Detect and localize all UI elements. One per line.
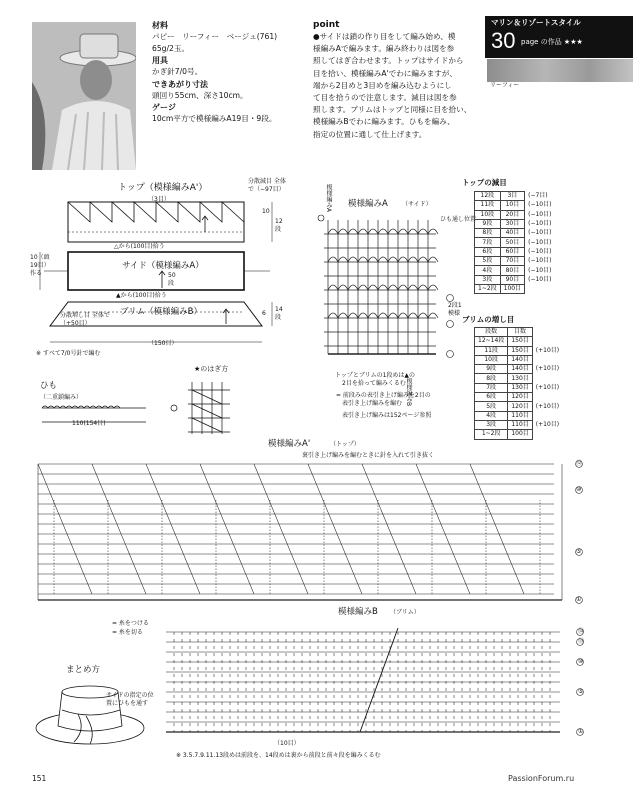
top-height-rows: 12 段 — [275, 218, 283, 233]
brim-increase-table — [474, 327, 563, 440]
pattern-b-title: 模様編みB — [338, 607, 378, 617]
table-cell: 3段 — [475, 420, 508, 429]
page-suffix: page の作品 ★★★ — [521, 38, 583, 46]
table-cell: 11段 — [475, 346, 508, 355]
pattern-b-chart — [160, 622, 600, 752]
pattern-a-note-1: トップとブリムの1段めは▲の — [335, 372, 416, 379]
table-note-cell: (−10目) — [528, 229, 552, 237]
table-note-cell: (+10目) — [535, 402, 560, 410]
table-note-cell — [532, 430, 562, 439]
pattern-a2-sub: （トップ） — [330, 441, 360, 448]
table-row — [475, 402, 563, 411]
point-line: 照してはぎ合わせます。トップはサイドから — [313, 56, 464, 66]
series-title: マリン＆リゾートスタイル — [491, 18, 581, 27]
top-table-title: トップの減目 — [462, 178, 507, 187]
table-cell: 5段 — [475, 257, 501, 266]
style-tag — [485, 16, 633, 58]
point-heading: point — [313, 20, 340, 30]
top-rows: （3目） — [148, 196, 170, 203]
material-name: パピー リーフィー ベージュ(761) — [152, 32, 278, 41]
b-row-5: ⑤ — [578, 688, 584, 695]
size-heading: できあがり寸法 — [152, 79, 208, 89]
a2-row-12: ⑫ — [576, 460, 583, 467]
a2-row-5: ⑤ — [576, 548, 582, 555]
cord-length: 110(154目) — [72, 420, 106, 427]
table-cell: 150目 — [508, 346, 532, 355]
table-row — [475, 355, 563, 364]
table-row — [475, 275, 555, 284]
pattern-b-legend-1: = 糸をつける — [112, 620, 149, 627]
pick-up-top: △から(100目)拾う — [114, 243, 165, 250]
top-decrease-table — [474, 191, 555, 294]
point-line: 様編みAで編みます。編み終わりは図を参 — [313, 44, 455, 54]
table-row — [475, 210, 555, 219]
table-row — [475, 284, 555, 293]
b-row-1: ① — [578, 728, 584, 735]
b-row-10: ⑩ — [578, 658, 584, 665]
table-cell: 90目 — [500, 275, 524, 284]
point-line: 目を拾い、模様編みA'でわに編みますが、 — [313, 68, 457, 78]
table-cell: 6段 — [475, 393, 508, 402]
table-cell: 12段 — [475, 192, 501, 201]
table-header-cell: 段数 — [475, 328, 508, 337]
ribbon-position: ひも通し位置 — [440, 216, 477, 223]
b-row-13: ⑬ — [578, 638, 585, 645]
table-cell: 70目 — [500, 257, 524, 266]
table-cell: 7段 — [475, 238, 501, 247]
table-row — [475, 337, 563, 346]
point-line: 端から2目めと3目めを編み込むようにし — [313, 80, 452, 90]
table-note-cell — [532, 337, 562, 346]
table-cell: 150目 — [508, 337, 532, 346]
pattern-b-sub: （ブリム） — [390, 609, 420, 616]
table-cell: 9段 — [475, 219, 501, 228]
point-line: ●サイドは鎖の作り目をして編み始め、模 — [313, 32, 456, 41]
material-amount: 65g/2玉。 — [152, 44, 190, 54]
hat-photo-illustration — [32, 22, 136, 170]
table-note-cell: (−10目) — [528, 266, 552, 274]
table-cell: 140目 — [508, 365, 532, 374]
table-cell: 110目 — [508, 420, 532, 429]
table-cell: 9段 — [475, 365, 508, 374]
top-label: トップ（模様編みA'） — [118, 183, 208, 193]
joining-chart — [186, 378, 236, 438]
hook-note: ※ すべて7/0号針で編む — [36, 350, 101, 357]
table-cell: 100目 — [500, 284, 524, 293]
table-note-cell: (+10目) — [535, 346, 560, 354]
pattern-b-footnote: ※ 3.5.7.9.11.13段めは前段を、14段めは裏から前段と前々段を編みくるむ — [176, 752, 381, 759]
table-row — [475, 365, 563, 374]
side-height-note: 10（頭19目）作る — [30, 254, 50, 277]
table-cell: 8段 — [475, 374, 508, 383]
construction-diagram — [30, 172, 300, 362]
table-note-cell: (−10目) — [528, 238, 552, 246]
table-row — [475, 219, 555, 228]
pattern-a-sub: （サイド） — [402, 201, 432, 208]
pattern-b-repeat: （10目） — [274, 740, 300, 747]
point-line: 照します。ブリムはトップと同様に目を拾い、 — [313, 105, 472, 115]
materials-block — [152, 20, 312, 125]
side-label: サイド（模様編みA） — [122, 261, 204, 271]
pattern-a-title: 模様編みA — [348, 199, 388, 209]
table-cell: 30目 — [500, 219, 524, 228]
table-cell: 80目 — [500, 266, 524, 275]
model-photo — [32, 22, 136, 170]
table-cell: 4段 — [475, 266, 501, 275]
finishing-note: サイドの指定の位置にひもを通す — [106, 692, 154, 707]
table-cell: 11段 — [475, 201, 501, 210]
table-cell: 8段 — [475, 229, 501, 238]
table-cell: 3目 — [500, 192, 524, 201]
top-decrease-note: 分散減目 全体で（−97目） — [248, 178, 286, 193]
table-note-cell — [532, 374, 562, 383]
table-note-cell: (+10目) — [535, 383, 560, 391]
pattern-a-note-2: 2目を拾って編みくるむ — [342, 380, 406, 387]
table-note-cell — [532, 393, 562, 402]
table-cell: 110目 — [508, 411, 532, 420]
materials-heading: 材料 — [152, 21, 168, 30]
pattern-a2-title: 模様編みA' — [268, 439, 311, 449]
table-cell: 1~2段 — [475, 430, 508, 439]
table-cell: 10段 — [475, 210, 501, 219]
table-header-cell: 目数 — [508, 328, 532, 337]
pattern-b-legend-2: = 糸を切る — [112, 629, 143, 636]
table-cell: 120目 — [508, 402, 532, 411]
pattern-a-note-5: 表引き上げ編みは152ページ参照 — [342, 412, 432, 419]
table-note-cell — [532, 355, 562, 364]
pattern-a-chart — [318, 214, 463, 364]
pattern-b-vertical-label: 模様編みB — [405, 378, 412, 407]
table-row — [475, 192, 555, 201]
table-row — [475, 383, 563, 392]
point-line: 指定の位置に通して仕上げます。 — [313, 129, 427, 139]
table-cell: 130目 — [508, 374, 532, 383]
table-row — [475, 266, 555, 275]
cord-sub: （二重鎖編み） — [40, 394, 83, 401]
table-row — [475, 247, 555, 256]
point-line: 模様編みBでわに編みます。ひもを編み、 — [313, 117, 455, 127]
pattern-a-vertical-label: 模様編みA — [325, 184, 332, 213]
brim-label: ブリム（模様編みB） — [120, 307, 202, 317]
table-cell: 5段 — [475, 402, 508, 411]
table-note-cell: (−10目) — [528, 257, 552, 265]
table-row — [475, 393, 563, 402]
pattern-a-note-3: = 前段みの表引き上げ編みを2目の — [336, 392, 431, 399]
joining-title: ★のはぎ方 — [194, 365, 229, 373]
yarn-swatch — [487, 59, 633, 82]
table-cell: 140目 — [508, 355, 532, 364]
table-cell: 6段 — [475, 247, 501, 256]
table-note-cell: (+10目) — [535, 365, 560, 373]
pattern-a-note-4: 表引き上げ編みを編む — [342, 400, 403, 407]
brim-width: （150目） — [148, 340, 178, 347]
brim-table-title: ブリムの増し目 — [462, 315, 515, 324]
page-number-big: 30 — [491, 28, 516, 53]
table-row — [475, 229, 555, 238]
tools-heading: 用具 — [152, 56, 168, 66]
table-note-cell — [532, 411, 562, 420]
table-cell: 10段 — [475, 355, 508, 364]
table-note-cell — [532, 328, 562, 337]
pattern-a2-note: 裏引き上げ編みを編むときに針を入れて引き抜く — [302, 452, 435, 459]
table-row — [475, 346, 563, 355]
top-height: 10 — [262, 208, 270, 215]
table-note-cell: (−10目) — [528, 275, 552, 283]
table-note-cell: (−10目) — [528, 201, 552, 209]
point-line: て目を拾うので注意します。減目は図を参 — [313, 93, 457, 103]
table-row — [475, 411, 563, 420]
pattern-a-repeat: 2段1模様 — [448, 302, 462, 317]
table-header-row — [475, 328, 563, 337]
table-cell: 60目 — [500, 247, 524, 256]
gauge-heading: ゲージ — [152, 102, 176, 112]
table-row — [475, 374, 563, 383]
cord-chart — [36, 402, 196, 432]
table-cell: 1~2段 — [475, 284, 501, 293]
tools-text: かぎ針7/0号。 — [152, 67, 203, 77]
finishing-title: まとめ方 — [66, 665, 101, 675]
a2-row-1: ① — [576, 596, 582, 603]
b-row-14: ⑭ — [578, 628, 585, 635]
table-row — [475, 420, 563, 429]
point-block — [313, 20, 483, 141]
a2-row-10: ⑩ — [576, 486, 582, 493]
table-cell: 40目 — [500, 229, 524, 238]
table-cell: 7段 — [475, 383, 508, 392]
cord-title: ひも — [40, 381, 58, 391]
finishing-illustration — [34, 680, 154, 750]
brim-height: 6 — [262, 310, 266, 317]
table-cell: 3段 — [475, 275, 501, 284]
table-note-cell: (−10目) — [528, 247, 552, 255]
yarn-label: リーフィー — [490, 82, 520, 89]
table-row — [475, 238, 555, 247]
pick-up-brim: ▲から(100目)拾う — [116, 292, 167, 299]
table-cell: 130目 — [508, 383, 532, 392]
pattern-a2-chart — [34, 460, 594, 610]
side-rows: 50 段 — [168, 272, 176, 287]
gauge-text: 10cm平方で模様編みA19目・9段。 — [152, 113, 277, 123]
table-cell: 120目 — [508, 393, 532, 402]
table-cell: 12~14段 — [475, 337, 508, 346]
table-cell: 4段 — [475, 411, 508, 420]
table-note-cell — [525, 284, 555, 293]
table-note-cell: (−10目) — [528, 220, 552, 228]
table-cell: 50目 — [500, 238, 524, 247]
table-note-cell: (−10目) — [528, 210, 552, 218]
brim-height-rows: 14 段 — [275, 306, 283, 321]
table-row — [475, 430, 563, 439]
brim-increase-note: 分散増し目 全体で（+50目） — [60, 312, 110, 327]
table-cell: 100目 — [508, 430, 532, 439]
table-cell: 20目 — [500, 210, 524, 219]
table-note-cell: (+10目) — [535, 421, 560, 429]
size-text: 頭回り55cm、深さ10cm。 — [152, 90, 248, 100]
page-number: 151 — [32, 774, 47, 783]
table-cell: 10目 — [500, 201, 524, 210]
table-row — [475, 201, 555, 210]
table-row — [475, 257, 555, 266]
table-note-cell: (−7目) — [528, 192, 548, 200]
watermark: PassionForum.ru — [508, 774, 575, 783]
